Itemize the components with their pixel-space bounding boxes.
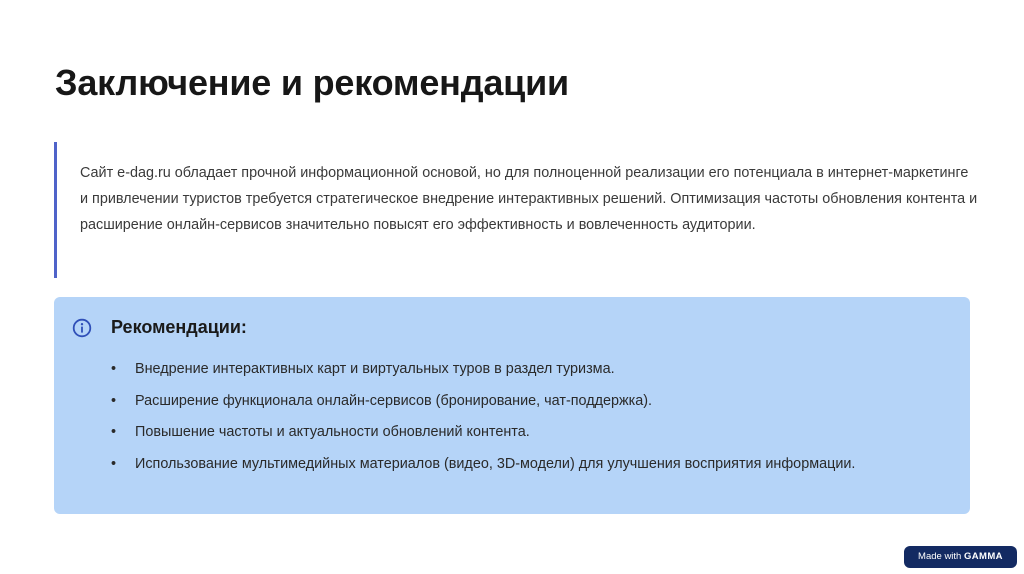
list-item xyxy=(111,454,855,486)
list-item-text: Внедрение интерактивных карт и виртуальных туров в раздел туризма. xyxy=(135,361,615,377)
bullet-icon: • xyxy=(111,392,117,409)
badge-prefix: Made with xyxy=(918,551,962,562)
badge-brand: GAMMA xyxy=(964,551,1003,562)
list-item-text: Использование мультимедийных материалов (видео, 3D-модели) для улучшения восприятия информации. xyxy=(135,455,856,472)
summary-text: Сайт e-dag.ru обладает прочной информационной основой, но для полноценной реализации его потенциала в интернет-маркетинге и привлечении туристов требуется стратегическое внедрение интерактивных решений. Оптимизация частоты обновления контента и расширение онлайн-сервисов значительно повысят его эффективность и вовлеченность аудитории. xyxy=(80,165,978,233)
list-item xyxy=(111,391,855,423)
list-item xyxy=(111,359,855,391)
recommendations-callout xyxy=(54,297,970,514)
slide-title: Заключение и рекомендации xyxy=(55,62,569,103)
summary-block xyxy=(54,142,978,278)
info-icon xyxy=(72,318,92,338)
recommendations-heading: Рекомендации: xyxy=(111,317,247,337)
recommendations-list xyxy=(111,359,855,485)
bullet-icon: • xyxy=(111,455,117,472)
list-item-text: Расширение функционала онлайн-сервисов (бронирование, чат-поддержка). xyxy=(135,392,653,409)
bullet-icon: • xyxy=(111,424,117,440)
bullet-icon: • xyxy=(111,361,117,377)
list-item xyxy=(111,422,855,454)
list-item-text: Повышение частоты и актуальности обновлений контента. xyxy=(135,424,530,440)
made-with-gamma-badge[interactable] xyxy=(904,546,1017,568)
